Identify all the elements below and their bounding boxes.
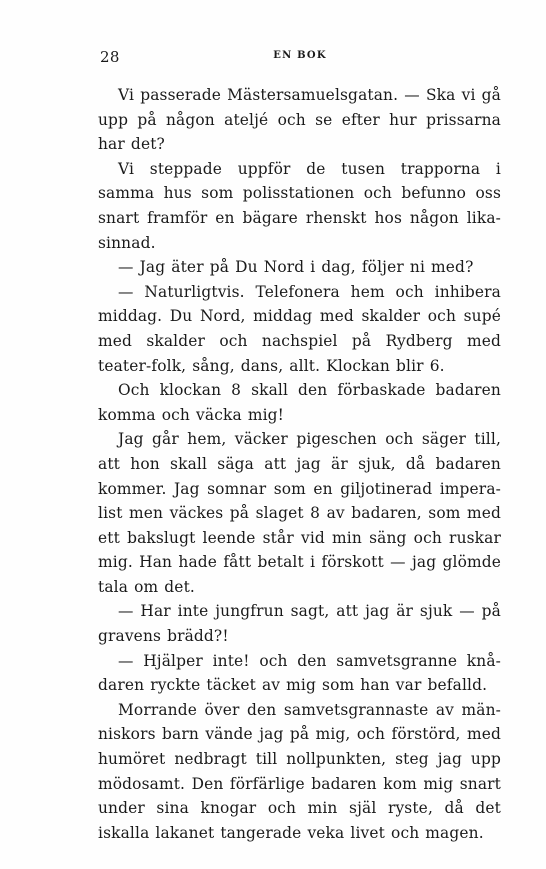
- body-text: [98, 83, 501, 845]
- paragraph: Morrande över den samvetsgrannaste av män-niskors barn vände jag på mig, och förstörd, med humöret nedbragt till nollpunkten, steg jag upp mödosamt. Den förfärlige badaren kom mig snart under sina knogar och min själ ryste, då det iskalla lakanet tangerade veka livet och magen.: [98, 700, 501, 842]
- paragraph: Jag går hem, väcker pigeschen och säger till, att hon skall säga att jag är sjuk, då badaren kommer. Jag somnar som en giljotinerad impera-list men väckes på slaget 8 av badaren, som med ett bakslugt leende står vid min säng och ruskar mig. Han hade fått betalt i förskott — jag glömde tala om det.: [98, 430, 501, 596]
- page-number: 28: [100, 48, 120, 66]
- paragraph: — Hjälper inte! och den samvetsgranne knå-daren ryckte täcket av mig som han var befalld.: [98, 651, 501, 695]
- paragraph: — Naturligtvis. Telefonera hem och inhibera middag. Du Nord, middag med skalder och supé med skalder och nachspiel på Rydberg med teater-folk, sång, dans, allt. Klockan blir 6.: [98, 282, 501, 375]
- paragraph: — Jag äter på Du Nord i dag, följer ni med?: [118, 258, 474, 277]
- paragraph: Och klockan 8 skall den förbaskade badaren komma och väcka mig!: [98, 381, 501, 424]
- paragraph: Vi passerade Mästersamuelsgatan. — Ska vi gå upp på någon ateljé och se efter hur prissarna har det?: [98, 86, 501, 154]
- paragraph: — Har inte jungfrun sagt, att jag är sjuk — på gravens brädd?!: [98, 602, 501, 646]
- paragraph: Vi steppade uppför de tusen trapporna i samma hus som polisstationen och befunno oss snart framför en bägare rhenskt hos någon lika-sinnad.: [98, 159, 501, 252]
- running-head: [100, 48, 500, 68]
- running-title: EN BOK: [273, 50, 327, 61]
